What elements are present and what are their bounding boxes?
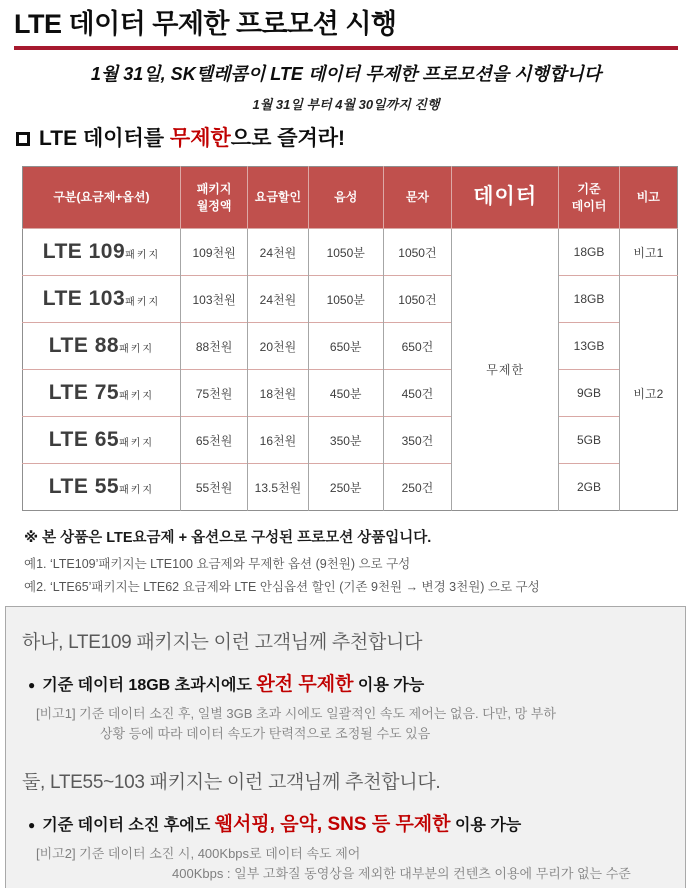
cell-voice: 650분 xyxy=(308,323,383,370)
cell-plan: LTE 65패키지 xyxy=(23,417,181,464)
cell-base-data: 2GB xyxy=(559,464,619,511)
table-row-lte55 xyxy=(23,464,678,511)
bullet-icon: ● xyxy=(28,818,36,833)
recommendation-box xyxy=(5,606,686,888)
table-row-lte75 xyxy=(23,370,678,417)
cell-base-data: 13GB xyxy=(559,323,619,370)
cell-sms: 450건 xyxy=(383,370,451,417)
cell-sms: 250건 xyxy=(383,464,451,511)
section-heading xyxy=(16,122,345,152)
plans-table xyxy=(22,166,678,511)
bullet-2-post: 이용 가능 xyxy=(450,817,522,835)
cell-sms: 1050건 xyxy=(383,276,451,323)
cell-sms: 650건 xyxy=(383,323,451,370)
footnote-example-2: 예2. ‘LTE65’패키지는 LTE62 요금제와 LTE 안심옵션 할인 (기존 9천원 → 변경 3천원) 으로 구성 xyxy=(24,580,540,594)
bullet-2-highlight: 웹서핑, 음악, SNS 등 무제한 xyxy=(214,814,451,836)
cell-monthly: 109천원 xyxy=(180,229,247,276)
bullet-icon: ● xyxy=(28,678,36,692)
cell-monthly: 88천원 xyxy=(180,323,247,370)
recommendation-note-1 xyxy=(22,704,671,744)
cell-discount: 20천원 xyxy=(248,323,308,370)
cell-note1: 비고1 xyxy=(619,229,677,276)
table-row-lte109 xyxy=(23,229,678,276)
subtitle: 1월 31일, SK텔레콤이 LTE 데이터 무제한 프로모션을 시행합니다 xyxy=(90,64,602,84)
cell-plan: LTE 109패키지 xyxy=(23,229,181,276)
note-2-line-1: [비고2] 기준 데이터 소진 시, 400Kbps로 데이터 속도 제어 xyxy=(36,846,361,862)
footnote-example-1: 예1. ‘LTE109’패키지는 LTE100 요금제와 무제한 옵션 (9천원) 으로 구성 xyxy=(24,557,411,571)
footnotes xyxy=(24,526,674,600)
page-title: LTE 데이터 무제한 프로모션 시행 xyxy=(14,9,397,39)
checkbox-icon xyxy=(16,132,30,146)
table-row-lte103 xyxy=(23,276,678,323)
cell-sms: 350건 xyxy=(383,417,451,464)
cell-voice: 1050분 xyxy=(308,229,383,276)
section-heading-highlight: 무제한 xyxy=(169,127,231,150)
note-1-line-1: [비고1] 기준 데이터 소진 후, 일별 3GB 초과 시에도 일괄적인 속도 제어는 없음. 다만, 망 부하 xyxy=(36,706,556,721)
table-header-row xyxy=(23,167,678,229)
bullet-2-pre: 기준 데이터 소진 후에도 xyxy=(42,817,215,835)
cell-voice: 450분 xyxy=(308,370,383,417)
column-header-discount: 요금할인 xyxy=(248,167,308,229)
cell-base-data: 18GB xyxy=(559,229,619,276)
note-2-line-2: 400Kbps : 일부 고화질 동영상을 제외한 대부분의 컨텐츠 이용에 무리가 없는 수준 xyxy=(172,866,631,882)
cell-sms: 1050건 xyxy=(383,229,451,276)
cell-monthly: 55천원 xyxy=(180,464,247,511)
bullet-1-pre: 기준 데이터 18GB 초과시에도 xyxy=(42,677,257,694)
recommendation-heading-2: 둘, LTE55~103 패키지는 이런 고객님께 추천합니다. xyxy=(22,772,441,794)
table-row-lte65 xyxy=(23,417,678,464)
cell-voice: 1050분 xyxy=(308,276,383,323)
recommendation-heading-1: 하나, LTE109 패키지는 이런 고객님께 추천합니다 xyxy=(22,632,423,653)
footnote-main: ※ 본 상품은 LTE요금제 + 옵션으로 구성된 프로모션 상품입니다. xyxy=(24,530,432,546)
cell-note2: 비고2 xyxy=(619,276,677,511)
section-heading-post: 으로 즐겨라! xyxy=(230,127,346,150)
column-header-data: 데이터 xyxy=(451,167,558,229)
recommendation-note-2 xyxy=(22,844,671,884)
cell-voice: 250분 xyxy=(308,464,383,511)
cell-discount: 18천원 xyxy=(248,370,308,417)
cell-plan: LTE 103패키지 xyxy=(23,276,181,323)
bullet-1-post: 이용 가능 xyxy=(353,677,425,694)
cell-monthly: 103천원 xyxy=(180,276,247,323)
column-header-voice: 음성 xyxy=(308,167,383,229)
cell-base-data: 5GB xyxy=(559,417,619,464)
cell-discount: 24천원 xyxy=(248,229,308,276)
recommendation-bullet-1 xyxy=(28,669,671,696)
cell-discount: 16천원 xyxy=(248,417,308,464)
cell-discount: 13.5천원 xyxy=(248,464,308,511)
cell-data-unlimited: 무제한 xyxy=(451,229,558,511)
note-1-line-2: 상황 등에 따라 데이터 속도가 탄력적으로 조정될 수도 있음 xyxy=(100,726,431,742)
cell-monthly: 75천원 xyxy=(180,370,247,417)
promo-period: 1월 31일 부터 4월 30일까지 진행 xyxy=(252,97,440,112)
cell-base-data: 9GB xyxy=(559,370,619,417)
cell-voice: 350분 xyxy=(308,417,383,464)
cell-plan: LTE 55패키지 xyxy=(23,464,181,511)
column-header-plan: 구분(요금제+옵션) xyxy=(23,167,181,229)
column-header-note: 비고 xyxy=(619,167,677,229)
cell-discount: 24천원 xyxy=(248,276,308,323)
title-underline-rule xyxy=(14,46,678,50)
cell-monthly: 65천원 xyxy=(180,417,247,464)
section-heading-pre: LTE 데이터를 xyxy=(39,127,170,150)
cell-plan: LTE 88패키지 xyxy=(23,323,181,370)
column-header-base-data: 기준 데이터 xyxy=(559,167,619,229)
column-header-sms: 문자 xyxy=(383,167,451,229)
table-row-lte88 xyxy=(23,323,678,370)
cell-base-data: 18GB xyxy=(559,276,619,323)
column-header-monthly: 패키지 월정액 xyxy=(180,167,247,229)
recommendation-bullet-2 xyxy=(28,809,671,836)
cell-plan: LTE 75패키지 xyxy=(23,370,181,417)
bullet-1-highlight: 완전 무제한 xyxy=(256,674,354,695)
